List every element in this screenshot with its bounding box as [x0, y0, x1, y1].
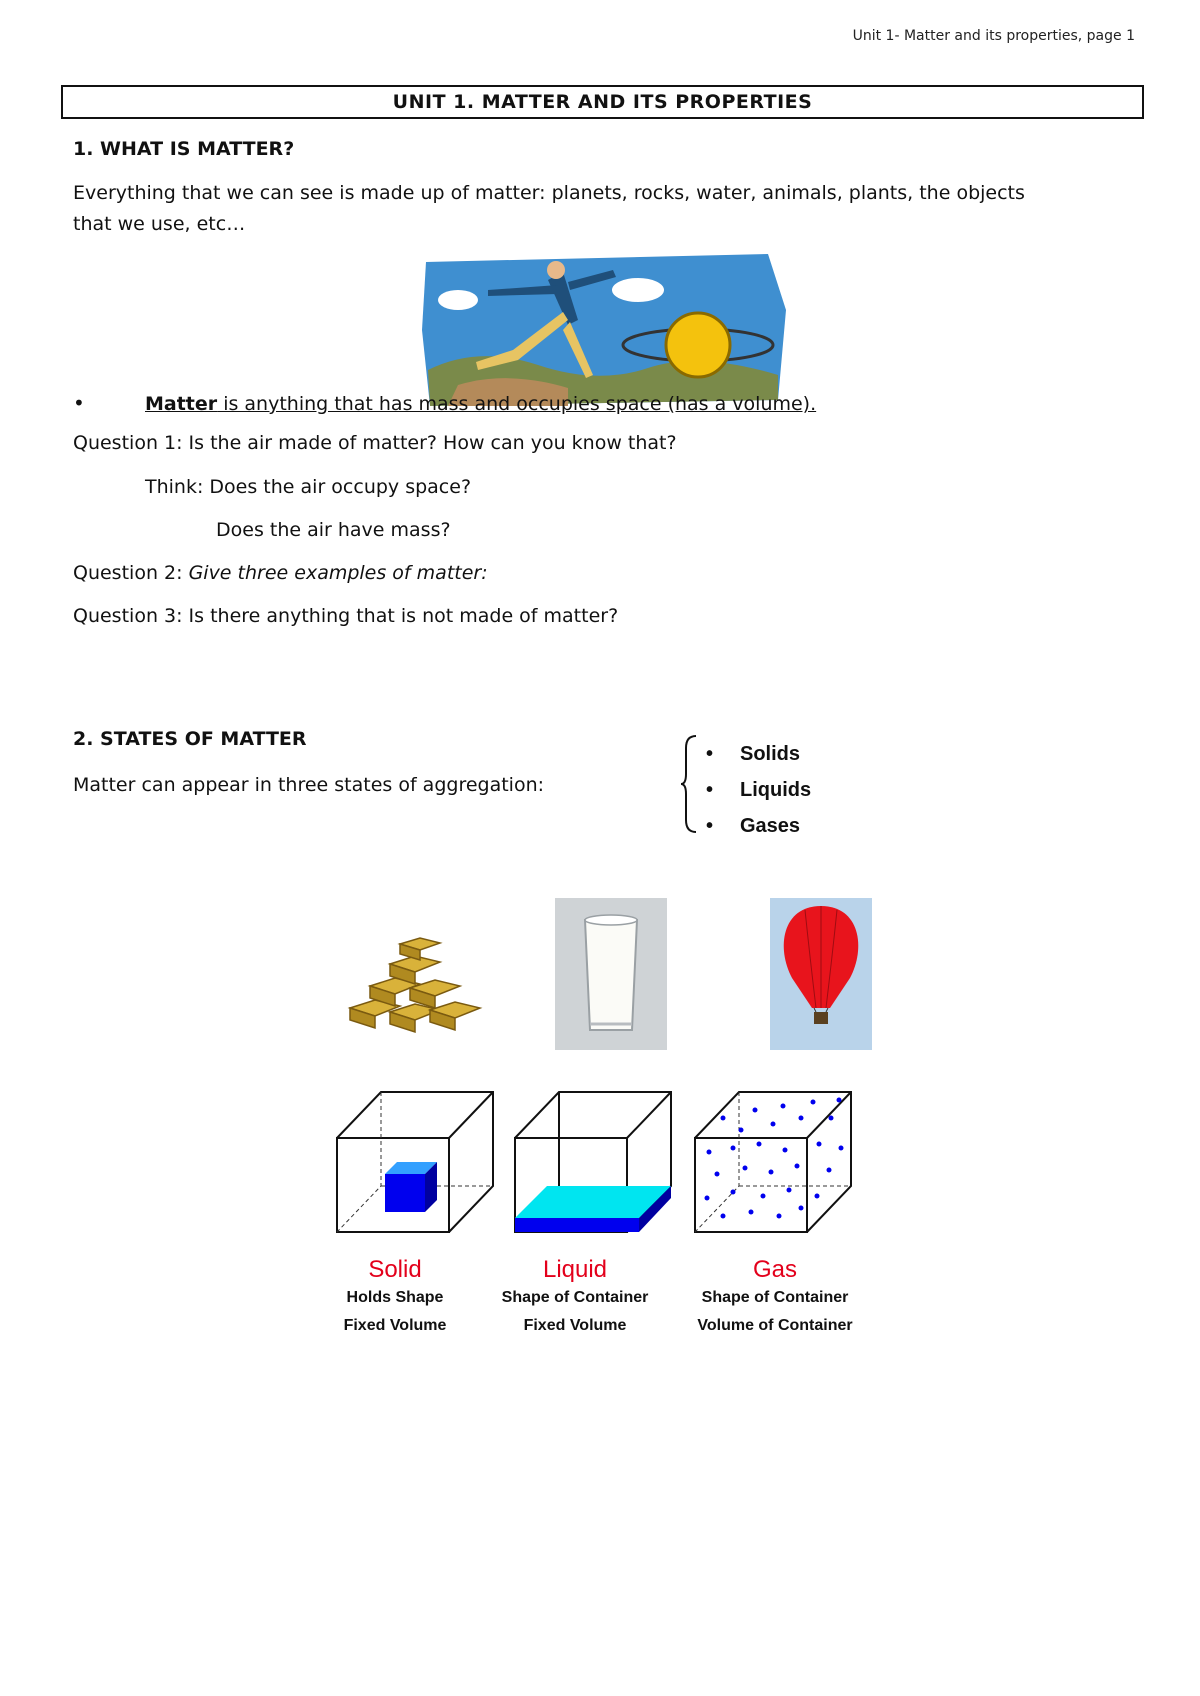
gold-bars-image: [345, 928, 495, 1038]
planet: [666, 313, 730, 377]
think-line-1: [145, 472, 471, 503]
curly-brace-icon: [680, 734, 698, 834]
bullet-icon: •: [706, 778, 714, 801]
state-item: • Gases: [706, 814, 801, 837]
milk-glass-image: [555, 898, 667, 1050]
hot-air-balloon-image: [770, 898, 872, 1050]
liquid-line-1: Shape of Container: [501, 1289, 649, 1306]
think-label: Think:: [145, 476, 210, 498]
state-item: • Solids: [706, 742, 801, 765]
solid-line-2: Fixed Volume: [343, 1317, 447, 1334]
gas-name: Gas: [752, 1256, 797, 1283]
question-2-text: Give three examples of matter:: [188, 562, 488, 584]
cloud-1: [612, 278, 664, 302]
think-question-space: Does the air occupy space?: [209, 476, 472, 498]
definition-text: [145, 393, 816, 415]
liquid-label: [480, 1256, 670, 1340]
think-question-mass: Does the air have mass?: [216, 519, 451, 541]
definition-term: Matter: [145, 393, 218, 415]
matter-definition: [73, 388, 873, 420]
intro-line-2: that we use, etc…: [73, 213, 246, 235]
bullet-icon: •: [706, 814, 714, 837]
question-1: Question 1: Is the air made of matter? How can you know that?: [73, 432, 677, 454]
liquid-name: Liquid: [542, 1256, 608, 1283]
gas-cube-diagram: [693, 1088, 853, 1236]
gas-line-2: Volume of Container: [697, 1317, 853, 1334]
gas-line-1: Shape of Container: [701, 1289, 849, 1306]
liquid-cube-diagram: [513, 1088, 673, 1236]
question-2: [73, 558, 488, 589]
bullet-icon: •: [73, 391, 85, 415]
section-heading-what-is-matter: 1. WHAT IS MATTER?: [73, 138, 295, 160]
states-list: [706, 736, 811, 844]
bullet-icon: •: [706, 742, 714, 765]
solid-cube-diagram: [335, 1088, 495, 1236]
liquid-line-2: Fixed Volume: [523, 1317, 627, 1334]
gas-label: [675, 1256, 875, 1340]
solid-line-1: Holds Shape: [346, 1289, 444, 1306]
question-3: Question 3: Is there anything that is not made of matter?: [73, 605, 619, 627]
state-item: • Liquids: [706, 778, 812, 801]
states-intro: Matter can appear in three states of aggregation:: [73, 774, 545, 796]
unit-title: UNIT 1. MATTER AND ITS PROPERTIES: [61, 85, 1144, 119]
matter-cartoon-illustration: [418, 250, 793, 410]
intro-paragraph: [73, 178, 1025, 240]
man-head: [547, 261, 565, 279]
page-header-note: Unit 1- Matter and its properties, page 1: [852, 28, 1135, 44]
section-heading-states: 2. STATES OF MATTER: [73, 728, 307, 750]
definition-rest: is anything that has mass and occupies space (has a volume).: [217, 393, 817, 415]
solid-name: Solid: [368, 1256, 422, 1283]
intro-line-1: Everything that we can see is made up of matter: planets, rocks, water, animals, plants, the objects: [73, 182, 1025, 204]
cloud-2: [438, 290, 478, 310]
solid-label: [320, 1256, 470, 1340]
question-2-label: Question 2:: [73, 562, 189, 584]
